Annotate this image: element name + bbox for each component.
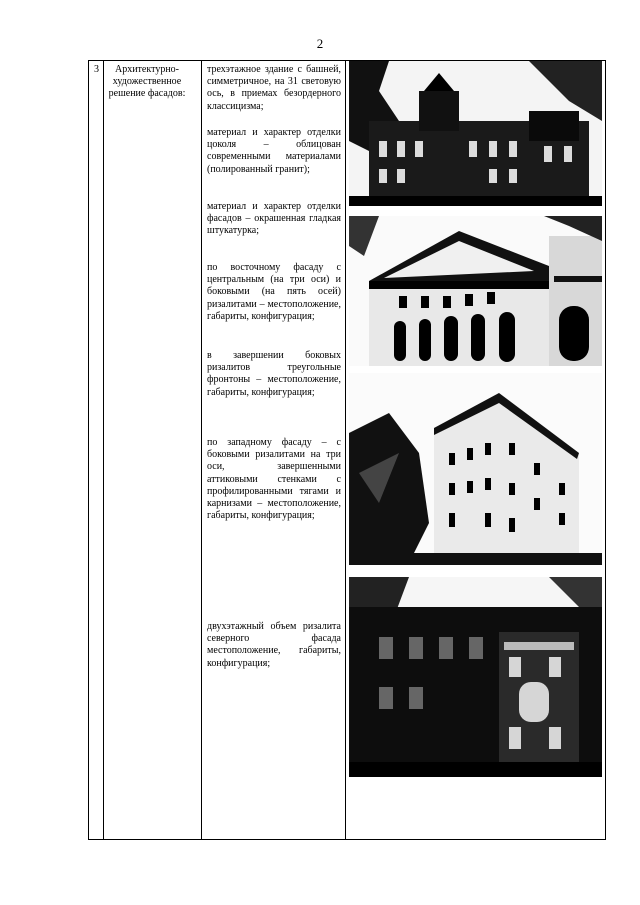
column-divider (103, 61, 104, 839)
facade-description-7: двухэтажный объем ризалита северного фасада местоположение, габариты, конфигурация; (207, 621, 341, 669)
facade-description-4: по восточному фасаду с центральным (на три оси) и боковыми (на пять осей) ризалитами – местоположение, габариты, конфигурация; (207, 262, 341, 322)
facade-description-5: в завершении боковых ризалитов треугольные фронтоны – местоположение, габариты, конфигурация; (207, 350, 341, 398)
row-label: Архитектурно-художественное решение фасадов: (108, 64, 186, 99)
facade-photo-1 (349, 61, 602, 206)
facade-table (88, 60, 606, 840)
facade-photo-3 (349, 373, 602, 565)
facade-description-6: по западному фасаду – с боковыми ризалитами на три оси, завершенными аттиковыми стенками с профилированными тягами и карнизами – местоположение, габариты, конфигурация; (207, 437, 341, 522)
column-divider (201, 61, 202, 839)
facade-description-3: материал и характер отделки фасадов – окрашенная гладкая штукатурка; (207, 201, 341, 237)
page-number: 2 (316, 36, 324, 51)
facade-photo-4 (349, 577, 602, 777)
row-number: 3 (94, 64, 99, 75)
facade-photo-2 (349, 216, 602, 366)
column-divider (345, 61, 346, 839)
facade-description-2: материал и характер отделки цоколя – облицован современными материалами (полированный гранит); (207, 127, 341, 175)
facade-description-1: трехэтажное здание с башней, симметричное, на 31 световую ось, в приемах безордерного классицизма; (207, 64, 341, 112)
